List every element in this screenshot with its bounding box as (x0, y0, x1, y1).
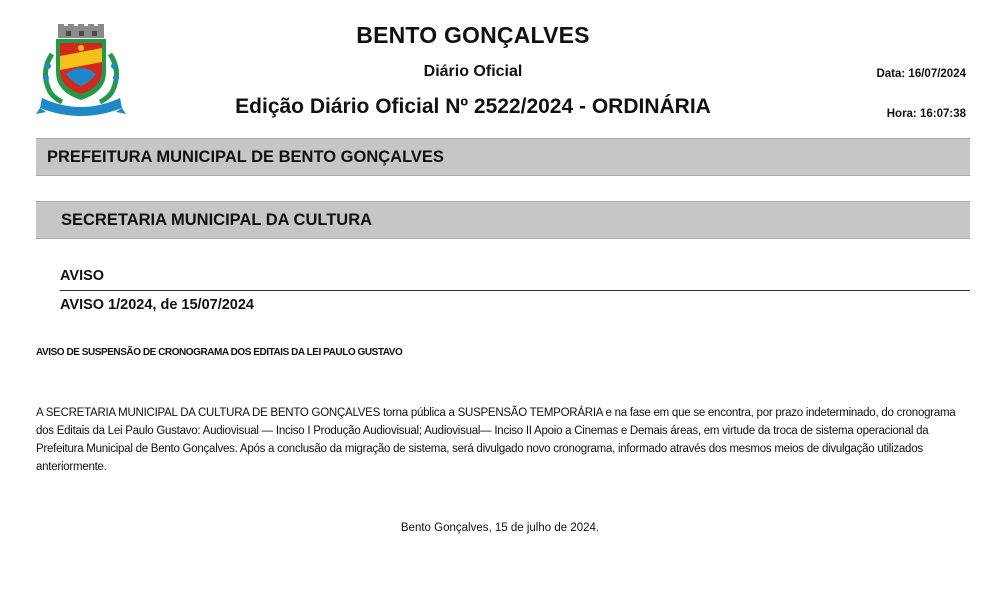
secretariat-section-header: SECRETARIA MUNICIPAL DA CULTURA (36, 201, 970, 239)
publication-date: Data: 16/07/2024 (876, 68, 966, 80)
divider-line (60, 290, 970, 291)
place-and-date: Bento Gonçalves, 15 de julho de 2024. (400, 522, 600, 534)
notice-number: AVISO 1/2024, de 15/07/2024 (60, 297, 255, 313)
city-name-heading: BENTO GONÇALVES (356, 22, 590, 48)
edition-title: Edição Diário Oficial Nº 2522/2024 - ORDINÁRIA (235, 95, 711, 118)
notice-body-paragraph: A SECRETARIA MUNICIPAL DA CULTURA DE BENTO GONÇALVES torna pública a SUSPENSÃO TEMPORÁRIA e na fase em que se encontra, por prazo indeterminado, do cronograma dos Editais da Lei Paulo Gustavo: Audiovisual — Inciso I Produção Audiovisual; Audiovisual— Inciso II Apoio a Cinemas e Demais áreas, em virtude da troca de sistema operacional da Prefeitura Municipal de Bento Gonçalves. Após a conclusão da migração de sistema, será divulgado novo cronograma, informado através dos mesmos meios de divulgação utilizados anteriormente. (36, 407, 956, 473)
notice-subject: AVISO DE SUSPENSÃO DE CRONOGRAMA DOS EDITAIS DA LEI PAULO GUSTAVO (36, 347, 403, 358)
municipality-section-header: PREFEITURA MUNICIPAL DE BENTO GONÇALVES (36, 138, 970, 176)
publication-time: Hora: 16:07:38 (886, 108, 966, 120)
gazette-name: Diário Oficial (423, 63, 523, 80)
notice-type-label: AVISO (60, 268, 105, 284)
